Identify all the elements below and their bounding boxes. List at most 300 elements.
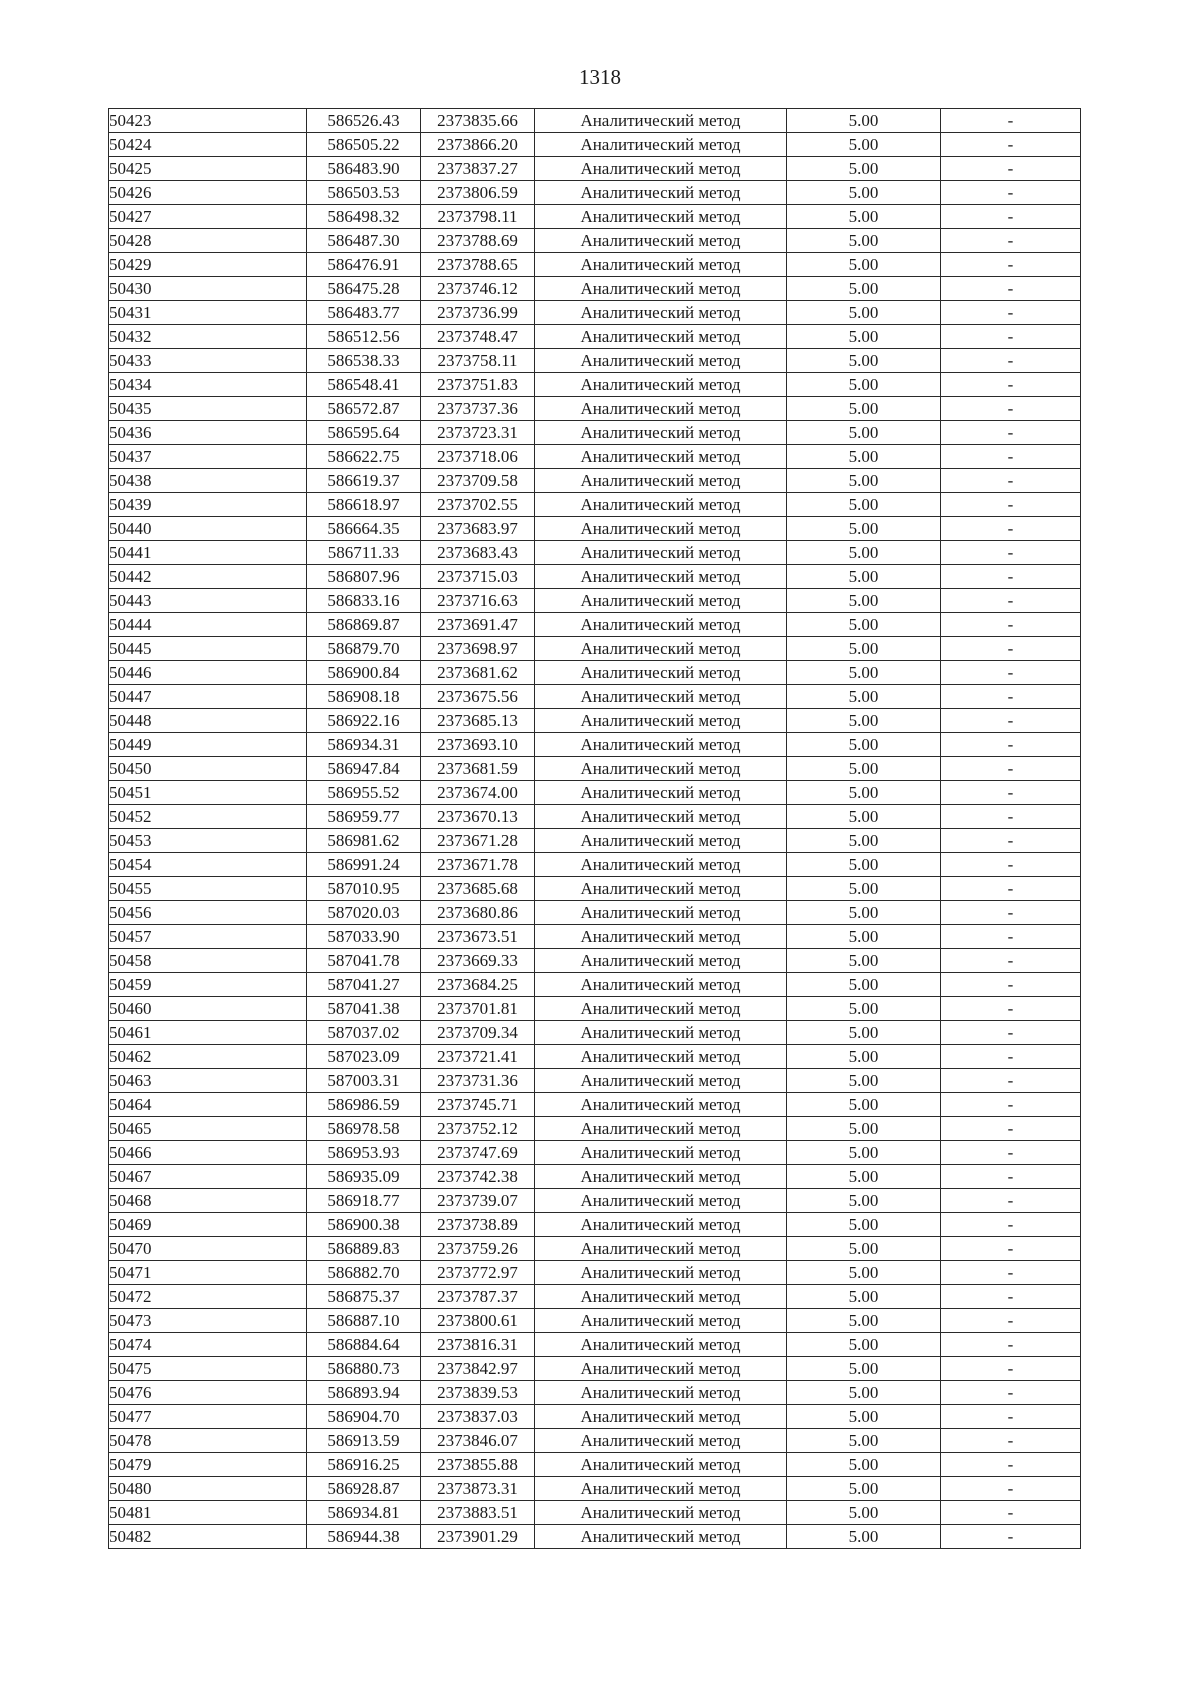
note-cell: - bbox=[941, 277, 1081, 301]
table-row bbox=[109, 1381, 1081, 1405]
accuracy-cell: 5.00 bbox=[787, 1141, 941, 1165]
method-cell: Аналитический метод bbox=[535, 1525, 787, 1549]
table-row bbox=[109, 109, 1081, 133]
y-coordinate-cell: 2373839.53 bbox=[421, 1381, 535, 1405]
note-cell: - bbox=[941, 1045, 1081, 1069]
accuracy-cell: 5.00 bbox=[787, 1453, 941, 1477]
method-cell: Аналитический метод bbox=[535, 733, 787, 757]
note-cell: - bbox=[941, 1261, 1081, 1285]
accuracy-cell: 5.00 bbox=[787, 1309, 941, 1333]
note-cell: - bbox=[941, 1405, 1081, 1429]
y-coordinate-cell: 2373680.86 bbox=[421, 901, 535, 925]
table-row bbox=[109, 877, 1081, 901]
point-id-cell: 50459 bbox=[109, 973, 307, 997]
point-id-cell: 50430 bbox=[109, 277, 307, 301]
y-coordinate-cell: 2373684.25 bbox=[421, 973, 535, 997]
method-cell: Аналитический метод bbox=[535, 661, 787, 685]
accuracy-cell: 5.00 bbox=[787, 205, 941, 229]
accuracy-cell: 5.00 bbox=[787, 661, 941, 685]
table-row bbox=[109, 1357, 1081, 1381]
x-coordinate-cell: 586483.77 bbox=[307, 301, 421, 325]
x-coordinate-cell: 586934.31 bbox=[307, 733, 421, 757]
method-cell: Аналитический метод bbox=[535, 469, 787, 493]
point-id-cell: 50456 bbox=[109, 901, 307, 925]
method-cell: Аналитический метод bbox=[535, 1261, 787, 1285]
table-row bbox=[109, 1021, 1081, 1045]
table-row bbox=[109, 181, 1081, 205]
table-row bbox=[109, 637, 1081, 661]
x-coordinate-cell: 586595.64 bbox=[307, 421, 421, 445]
method-cell: Аналитический метод bbox=[535, 1429, 787, 1453]
point-id-cell: 50434 bbox=[109, 373, 307, 397]
method-cell: Аналитический метод bbox=[535, 781, 787, 805]
x-coordinate-cell: 587003.31 bbox=[307, 1069, 421, 1093]
y-coordinate-cell: 2373788.65 bbox=[421, 253, 535, 277]
x-coordinate-cell: 586664.35 bbox=[307, 517, 421, 541]
y-coordinate-cell: 2373748.47 bbox=[421, 325, 535, 349]
y-coordinate-cell: 2373731.36 bbox=[421, 1069, 535, 1093]
point-id-cell: 50442 bbox=[109, 565, 307, 589]
method-cell: Аналитический метод bbox=[535, 109, 787, 133]
accuracy-cell: 5.00 bbox=[787, 1213, 941, 1237]
method-cell: Аналитический метод bbox=[535, 925, 787, 949]
accuracy-cell: 5.00 bbox=[787, 445, 941, 469]
method-cell: Аналитический метод bbox=[535, 229, 787, 253]
table-row bbox=[109, 493, 1081, 517]
accuracy-cell: 5.00 bbox=[787, 613, 941, 637]
y-coordinate-cell: 2373674.00 bbox=[421, 781, 535, 805]
note-cell: - bbox=[941, 901, 1081, 925]
table-row bbox=[109, 565, 1081, 589]
note-cell: - bbox=[941, 1213, 1081, 1237]
table-row bbox=[109, 277, 1081, 301]
note-cell: - bbox=[941, 541, 1081, 565]
accuracy-cell: 5.00 bbox=[787, 229, 941, 253]
point-id-cell: 50435 bbox=[109, 397, 307, 421]
y-coordinate-cell: 2373800.61 bbox=[421, 1309, 535, 1333]
accuracy-cell: 5.00 bbox=[787, 109, 941, 133]
point-id-cell: 50476 bbox=[109, 1381, 307, 1405]
y-coordinate-cell: 2373685.13 bbox=[421, 709, 535, 733]
point-id-cell: 50425 bbox=[109, 157, 307, 181]
y-coordinate-cell: 2373866.20 bbox=[421, 133, 535, 157]
note-cell: - bbox=[941, 781, 1081, 805]
method-cell: Аналитический метод bbox=[535, 301, 787, 325]
table-row bbox=[109, 901, 1081, 925]
table-row bbox=[109, 1141, 1081, 1165]
accuracy-cell: 5.00 bbox=[787, 373, 941, 397]
accuracy-cell: 5.00 bbox=[787, 637, 941, 661]
y-coordinate-cell: 2373752.12 bbox=[421, 1117, 535, 1141]
accuracy-cell: 5.00 bbox=[787, 877, 941, 901]
method-cell: Аналитический метод bbox=[535, 1285, 787, 1309]
point-id-cell: 50427 bbox=[109, 205, 307, 229]
note-cell: - bbox=[941, 1285, 1081, 1309]
x-coordinate-cell: 586916.25 bbox=[307, 1453, 421, 1477]
note-cell: - bbox=[941, 109, 1081, 133]
x-coordinate-cell: 587041.27 bbox=[307, 973, 421, 997]
y-coordinate-cell: 2373835.66 bbox=[421, 109, 535, 133]
method-cell: Аналитический метод bbox=[535, 1069, 787, 1093]
point-id-cell: 50439 bbox=[109, 493, 307, 517]
x-coordinate-cell: 586505.22 bbox=[307, 133, 421, 157]
point-id-cell: 50451 bbox=[109, 781, 307, 805]
y-coordinate-cell: 2373738.89 bbox=[421, 1213, 535, 1237]
accuracy-cell: 5.00 bbox=[787, 949, 941, 973]
point-id-cell: 50436 bbox=[109, 421, 307, 445]
x-coordinate-cell: 586900.84 bbox=[307, 661, 421, 685]
method-cell: Аналитический метод bbox=[535, 205, 787, 229]
method-cell: Аналитический метод bbox=[535, 157, 787, 181]
y-coordinate-cell: 2373673.51 bbox=[421, 925, 535, 949]
y-coordinate-cell: 2373798.11 bbox=[421, 205, 535, 229]
note-cell: - bbox=[941, 469, 1081, 493]
x-coordinate-cell: 586475.28 bbox=[307, 277, 421, 301]
note-cell: - bbox=[941, 1381, 1081, 1405]
x-coordinate-cell: 586526.43 bbox=[307, 109, 421, 133]
method-cell: Аналитический метод bbox=[535, 1021, 787, 1045]
y-coordinate-cell: 2373846.07 bbox=[421, 1429, 535, 1453]
point-id-cell: 50463 bbox=[109, 1069, 307, 1093]
point-id-cell: 50431 bbox=[109, 301, 307, 325]
y-coordinate-cell: 2373772.97 bbox=[421, 1261, 535, 1285]
x-coordinate-cell: 586538.33 bbox=[307, 349, 421, 373]
note-cell: - bbox=[941, 133, 1081, 157]
point-id-cell: 50450 bbox=[109, 757, 307, 781]
table-row bbox=[109, 1525, 1081, 1549]
x-coordinate-cell: 586981.62 bbox=[307, 829, 421, 853]
table-row bbox=[109, 589, 1081, 613]
method-cell: Аналитический метод bbox=[535, 1333, 787, 1357]
accuracy-cell: 5.00 bbox=[787, 973, 941, 997]
table-body bbox=[109, 109, 1081, 1549]
point-id-cell: 50471 bbox=[109, 1261, 307, 1285]
y-coordinate-cell: 2373683.97 bbox=[421, 517, 535, 541]
accuracy-cell: 5.00 bbox=[787, 757, 941, 781]
accuracy-cell: 5.00 bbox=[787, 1429, 941, 1453]
note-cell: - bbox=[941, 325, 1081, 349]
method-cell: Аналитический метод bbox=[535, 613, 787, 637]
y-coordinate-cell: 2373745.71 bbox=[421, 1093, 535, 1117]
accuracy-cell: 5.00 bbox=[787, 277, 941, 301]
accuracy-cell: 5.00 bbox=[787, 853, 941, 877]
method-cell: Аналитический метод bbox=[535, 1093, 787, 1117]
note-cell: - bbox=[941, 1333, 1081, 1357]
y-coordinate-cell: 2373842.97 bbox=[421, 1357, 535, 1381]
x-coordinate-cell: 586959.77 bbox=[307, 805, 421, 829]
note-cell: - bbox=[941, 997, 1081, 1021]
method-cell: Аналитический метод bbox=[535, 853, 787, 877]
x-coordinate-cell: 587020.03 bbox=[307, 901, 421, 925]
note-cell: - bbox=[941, 157, 1081, 181]
accuracy-cell: 5.00 bbox=[787, 325, 941, 349]
note-cell: - bbox=[941, 1237, 1081, 1261]
x-coordinate-cell: 586904.70 bbox=[307, 1405, 421, 1429]
point-id-cell: 50447 bbox=[109, 685, 307, 709]
y-coordinate-cell: 2373873.31 bbox=[421, 1477, 535, 1501]
table-row bbox=[109, 1261, 1081, 1285]
method-cell: Аналитический метод bbox=[535, 1381, 787, 1405]
accuracy-cell: 5.00 bbox=[787, 733, 941, 757]
accuracy-cell: 5.00 bbox=[787, 1357, 941, 1381]
x-coordinate-cell: 587010.95 bbox=[307, 877, 421, 901]
x-coordinate-cell: 586922.16 bbox=[307, 709, 421, 733]
table-row bbox=[109, 1477, 1081, 1501]
table-row bbox=[109, 1237, 1081, 1261]
table-row bbox=[109, 925, 1081, 949]
y-coordinate-cell: 2373718.06 bbox=[421, 445, 535, 469]
method-cell: Аналитический метод bbox=[535, 637, 787, 661]
table-row bbox=[109, 1213, 1081, 1237]
y-coordinate-cell: 2373787.37 bbox=[421, 1285, 535, 1309]
accuracy-cell: 5.00 bbox=[787, 781, 941, 805]
table-row bbox=[109, 1405, 1081, 1429]
y-coordinate-cell: 2373751.83 bbox=[421, 373, 535, 397]
point-id-cell: 50468 bbox=[109, 1189, 307, 1213]
y-coordinate-cell: 2373806.59 bbox=[421, 181, 535, 205]
y-coordinate-cell: 2373715.03 bbox=[421, 565, 535, 589]
note-cell: - bbox=[941, 589, 1081, 613]
method-cell: Аналитический метод bbox=[535, 901, 787, 925]
y-coordinate-cell: 2373693.10 bbox=[421, 733, 535, 757]
table-row bbox=[109, 805, 1081, 829]
accuracy-cell: 5.00 bbox=[787, 1045, 941, 1069]
note-cell: - bbox=[941, 301, 1081, 325]
point-id-cell: 50469 bbox=[109, 1213, 307, 1237]
point-id-cell: 50464 bbox=[109, 1093, 307, 1117]
point-id-cell: 50458 bbox=[109, 949, 307, 973]
point-id-cell: 50448 bbox=[109, 709, 307, 733]
table-row bbox=[109, 469, 1081, 493]
table-row bbox=[109, 1069, 1081, 1093]
table-row bbox=[109, 205, 1081, 229]
y-coordinate-cell: 2373723.31 bbox=[421, 421, 535, 445]
point-id-cell: 50449 bbox=[109, 733, 307, 757]
note-cell: - bbox=[941, 877, 1081, 901]
x-coordinate-cell: 586483.90 bbox=[307, 157, 421, 181]
point-id-cell: 50481 bbox=[109, 1501, 307, 1525]
y-coordinate-cell: 2373759.26 bbox=[421, 1237, 535, 1261]
method-cell: Аналитический метод bbox=[535, 445, 787, 469]
x-coordinate-cell: 587041.78 bbox=[307, 949, 421, 973]
note-cell: - bbox=[941, 445, 1081, 469]
x-coordinate-cell: 586548.41 bbox=[307, 373, 421, 397]
method-cell: Аналитический метод bbox=[535, 1141, 787, 1165]
point-id-cell: 50454 bbox=[109, 853, 307, 877]
method-cell: Аналитический метод bbox=[535, 805, 787, 829]
accuracy-cell: 5.00 bbox=[787, 565, 941, 589]
y-coordinate-cell: 2373709.58 bbox=[421, 469, 535, 493]
table-row bbox=[109, 613, 1081, 637]
note-cell: - bbox=[941, 1165, 1081, 1189]
accuracy-cell: 5.00 bbox=[787, 1189, 941, 1213]
accuracy-cell: 5.00 bbox=[787, 1501, 941, 1525]
table-row bbox=[109, 709, 1081, 733]
method-cell: Аналитический метод bbox=[535, 517, 787, 541]
table-row bbox=[109, 949, 1081, 973]
method-cell: Аналитический метод bbox=[535, 1213, 787, 1237]
x-coordinate-cell: 586918.77 bbox=[307, 1189, 421, 1213]
table-row bbox=[109, 1045, 1081, 1069]
table-row bbox=[109, 373, 1081, 397]
note-cell: - bbox=[941, 685, 1081, 709]
note-cell: - bbox=[941, 397, 1081, 421]
accuracy-cell: 5.00 bbox=[787, 589, 941, 613]
table-row bbox=[109, 349, 1081, 373]
y-coordinate-cell: 2373701.81 bbox=[421, 997, 535, 1021]
x-coordinate-cell: 586900.38 bbox=[307, 1213, 421, 1237]
method-cell: Аналитический метод bbox=[535, 757, 787, 781]
accuracy-cell: 5.00 bbox=[787, 709, 941, 733]
page-number: 1318 bbox=[579, 65, 621, 89]
method-cell: Аналитический метод bbox=[535, 829, 787, 853]
method-cell: Аналитический метод bbox=[535, 421, 787, 445]
x-coordinate-cell: 587037.02 bbox=[307, 1021, 421, 1045]
method-cell: Аналитический метод bbox=[535, 1045, 787, 1069]
x-coordinate-cell: 586807.96 bbox=[307, 565, 421, 589]
x-coordinate-cell: 586879.70 bbox=[307, 637, 421, 661]
table-row bbox=[109, 1309, 1081, 1333]
y-coordinate-cell: 2373670.13 bbox=[421, 805, 535, 829]
x-coordinate-cell: 586869.87 bbox=[307, 613, 421, 637]
point-id-cell: 50455 bbox=[109, 877, 307, 901]
table-row bbox=[109, 157, 1081, 181]
table-row bbox=[109, 1453, 1081, 1477]
y-coordinate-cell: 2373758.11 bbox=[421, 349, 535, 373]
method-cell: Аналитический метод bbox=[535, 565, 787, 589]
method-cell: Аналитический метод bbox=[535, 685, 787, 709]
y-coordinate-cell: 2373721.41 bbox=[421, 1045, 535, 1069]
y-coordinate-cell: 2373691.47 bbox=[421, 613, 535, 637]
x-coordinate-cell: 586512.56 bbox=[307, 325, 421, 349]
y-coordinate-cell: 2373788.69 bbox=[421, 229, 535, 253]
accuracy-cell: 5.00 bbox=[787, 301, 941, 325]
point-id-cell: 50428 bbox=[109, 229, 307, 253]
y-coordinate-cell: 2373737.36 bbox=[421, 397, 535, 421]
method-cell: Аналитический метод bbox=[535, 949, 787, 973]
accuracy-cell: 5.00 bbox=[787, 1285, 941, 1309]
point-id-cell: 50444 bbox=[109, 613, 307, 637]
accuracy-cell: 5.00 bbox=[787, 901, 941, 925]
note-cell: - bbox=[941, 1525, 1081, 1549]
y-coordinate-cell: 2373669.33 bbox=[421, 949, 535, 973]
note-cell: - bbox=[941, 709, 1081, 733]
method-cell: Аналитический метод bbox=[535, 253, 787, 277]
point-id-cell: 50452 bbox=[109, 805, 307, 829]
point-id-cell: 50453 bbox=[109, 829, 307, 853]
method-cell: Аналитический метод bbox=[535, 589, 787, 613]
table-row bbox=[109, 397, 1081, 421]
accuracy-cell: 5.00 bbox=[787, 541, 941, 565]
table-row bbox=[109, 541, 1081, 565]
table-row bbox=[109, 1189, 1081, 1213]
x-coordinate-cell: 587033.90 bbox=[307, 925, 421, 949]
method-cell: Аналитический метод bbox=[535, 397, 787, 421]
x-coordinate-cell: 586913.59 bbox=[307, 1429, 421, 1453]
x-coordinate-cell: 586875.37 bbox=[307, 1285, 421, 1309]
point-id-cell: 50467 bbox=[109, 1165, 307, 1189]
table-row bbox=[109, 781, 1081, 805]
accuracy-cell: 5.00 bbox=[787, 829, 941, 853]
note-cell: - bbox=[941, 517, 1081, 541]
x-coordinate-cell: 586487.30 bbox=[307, 229, 421, 253]
x-coordinate-cell: 586908.18 bbox=[307, 685, 421, 709]
y-coordinate-cell: 2373683.43 bbox=[421, 541, 535, 565]
table-row bbox=[109, 997, 1081, 1021]
table-row bbox=[109, 229, 1081, 253]
method-cell: Аналитический метод bbox=[535, 541, 787, 565]
point-id-cell: 50465 bbox=[109, 1117, 307, 1141]
x-coordinate-cell: 586928.87 bbox=[307, 1477, 421, 1501]
y-coordinate-cell: 2373698.97 bbox=[421, 637, 535, 661]
table-row bbox=[109, 1165, 1081, 1189]
x-coordinate-cell: 586934.81 bbox=[307, 1501, 421, 1525]
point-id-cell: 50429 bbox=[109, 253, 307, 277]
point-id-cell: 50461 bbox=[109, 1021, 307, 1045]
method-cell: Аналитический метод bbox=[535, 997, 787, 1021]
x-coordinate-cell: 586893.94 bbox=[307, 1381, 421, 1405]
x-coordinate-cell: 586986.59 bbox=[307, 1093, 421, 1117]
note-cell: - bbox=[941, 1453, 1081, 1477]
x-coordinate-cell: 586476.91 bbox=[307, 253, 421, 277]
method-cell: Аналитический метод bbox=[535, 373, 787, 397]
note-cell: - bbox=[941, 973, 1081, 997]
note-cell: - bbox=[941, 733, 1081, 757]
x-coordinate-cell: 586622.75 bbox=[307, 445, 421, 469]
method-cell: Аналитический метод bbox=[535, 1405, 787, 1429]
accuracy-cell: 5.00 bbox=[787, 133, 941, 157]
x-coordinate-cell: 586947.84 bbox=[307, 757, 421, 781]
table-row bbox=[109, 1285, 1081, 1309]
y-coordinate-cell: 2373681.62 bbox=[421, 661, 535, 685]
point-id-cell: 50480 bbox=[109, 1477, 307, 1501]
accuracy-cell: 5.00 bbox=[787, 1093, 941, 1117]
x-coordinate-cell: 586619.37 bbox=[307, 469, 421, 493]
x-coordinate-cell: 586955.52 bbox=[307, 781, 421, 805]
note-cell: - bbox=[941, 1141, 1081, 1165]
accuracy-cell: 5.00 bbox=[787, 469, 941, 493]
x-coordinate-cell: 587023.09 bbox=[307, 1045, 421, 1069]
table-row bbox=[109, 661, 1081, 685]
point-id-cell: 50477 bbox=[109, 1405, 307, 1429]
x-coordinate-cell: 586887.10 bbox=[307, 1309, 421, 1333]
table-row bbox=[109, 1117, 1081, 1141]
note-cell: - bbox=[941, 637, 1081, 661]
note-cell: - bbox=[941, 613, 1081, 637]
x-coordinate-cell: 586880.73 bbox=[307, 1357, 421, 1381]
x-coordinate-cell: 586882.70 bbox=[307, 1261, 421, 1285]
note-cell: - bbox=[941, 757, 1081, 781]
y-coordinate-cell: 2373883.51 bbox=[421, 1501, 535, 1525]
accuracy-cell: 5.00 bbox=[787, 1237, 941, 1261]
y-coordinate-cell: 2373709.34 bbox=[421, 1021, 535, 1045]
table-row bbox=[109, 325, 1081, 349]
accuracy-cell: 5.00 bbox=[787, 805, 941, 829]
table-row bbox=[109, 1093, 1081, 1117]
table-row bbox=[109, 829, 1081, 853]
y-coordinate-cell: 2373747.69 bbox=[421, 1141, 535, 1165]
method-cell: Аналитический метод bbox=[535, 1477, 787, 1501]
table-row bbox=[109, 445, 1081, 469]
note-cell: - bbox=[941, 661, 1081, 685]
y-coordinate-cell: 2373675.56 bbox=[421, 685, 535, 709]
note-cell: - bbox=[941, 1069, 1081, 1093]
method-cell: Аналитический метод bbox=[535, 181, 787, 205]
point-id-cell: 50443 bbox=[109, 589, 307, 613]
note-cell: - bbox=[941, 421, 1081, 445]
table-row bbox=[109, 853, 1081, 877]
note-cell: - bbox=[941, 1357, 1081, 1381]
